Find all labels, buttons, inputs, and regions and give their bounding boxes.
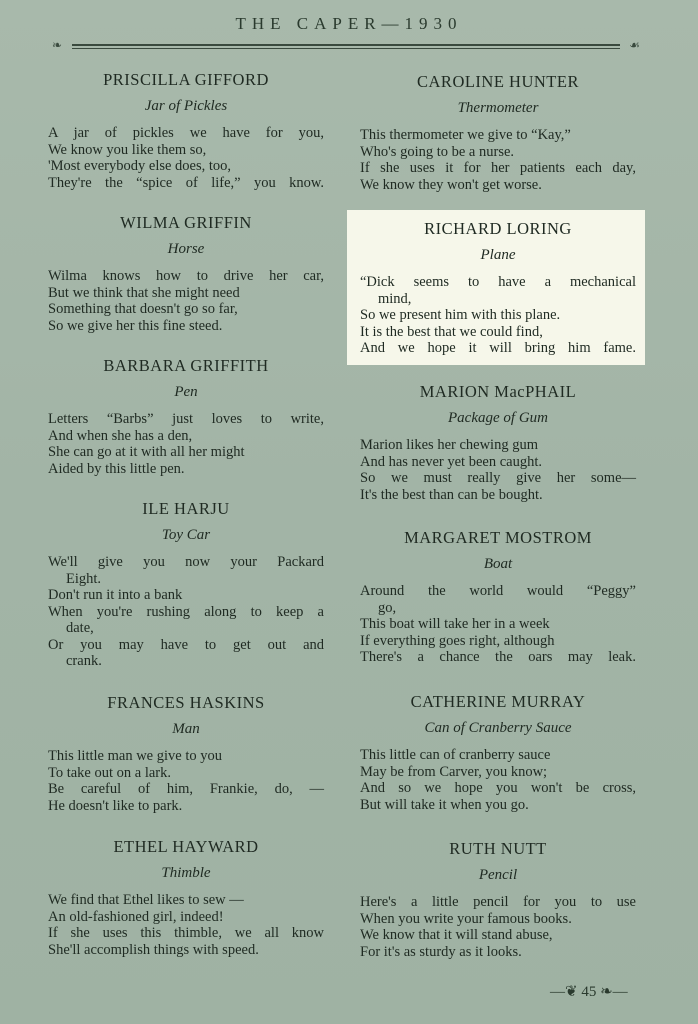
poem-line: Marion likes her chewing gum (360, 437, 538, 453)
entry-margaret-mostrom (360, 528, 636, 666)
entry-ile-harju (48, 499, 324, 670)
entry-name: MARGARET MOSTROM (404, 528, 592, 547)
entry-gift: Man (172, 721, 200, 737)
poem-line: Don't run it into a bank (48, 587, 183, 603)
entry-name: MARION MacPHAIL (419, 382, 577, 401)
poem-line: Who's going to be a nurse. (360, 143, 515, 160)
poem-line: We know that it will stand abuse, (360, 927, 553, 943)
poem-line: So we must really give her some— (360, 470, 636, 486)
entry-gift: Jar of Pickles (144, 98, 228, 114)
entry-name: RUTH NUTT (449, 839, 547, 858)
poem-line: But will take it when you go. (360, 796, 529, 813)
leaf-ornament-icon: —❦ (550, 984, 578, 1000)
poem-line: We'll give you now your Packard (48, 554, 324, 570)
poem-line: This boat will take her in a week (360, 616, 550, 632)
poem-line: It is the best that we could find, (360, 323, 543, 340)
entry-gift: Can of Cranberry Sauce (424, 720, 572, 736)
poem-line: When you write your famous books. (360, 910, 572, 927)
poem-line: If she uses it for her patients each day, (360, 160, 636, 176)
scroll-ornament-icon: ❧ (52, 38, 63, 52)
entry-gift: Horse (167, 241, 205, 257)
poem-line: This thermometer we give to “Kay,” (360, 127, 571, 143)
poem-line: For it's as sturdy as it looks. (360, 943, 522, 960)
poem-line: To take out on a lark. (48, 764, 172, 781)
poem-line: Be careful of him, Frankie, do, — (48, 781, 324, 797)
entry-poem (48, 411, 324, 477)
entry-poem (360, 583, 636, 666)
poem-line: An old-fashioned girl, indeed! (48, 908, 224, 925)
poem-line: And when she has a den, (48, 427, 193, 444)
page-number (550, 982, 640, 1001)
entry-gift: Pen (174, 384, 198, 400)
poem-line: There's a chance the oars may leak. (360, 649, 636, 665)
entry-gift: Thimble (161, 865, 211, 881)
entry-gift: Toy Car (161, 527, 211, 543)
entry-name: CATHERINE MURRAY (410, 692, 586, 711)
poem-line: But we think that she might need (48, 284, 240, 301)
poem-line: And we hope it will bring him fame. (360, 340, 636, 356)
entry-ruth-nutt (360, 839, 636, 960)
poem-line: 'Most everybody else does, too, (48, 158, 232, 174)
poem-line: Aided by this little pen. (48, 460, 185, 477)
poem-line: So we present him with this plane. (360, 307, 561, 323)
entry-name: CAROLINE HUNTER (417, 72, 579, 91)
poem-line: And has never yet been caught. (360, 453, 542, 470)
entry-name: ILE HARJU (142, 499, 230, 518)
entry-poem (48, 554, 324, 670)
entry-wilma-griffin (48, 213, 324, 334)
poem-line: He doesn't like to park. (48, 797, 183, 814)
poem-line: Wilma knows how to drive her car, (48, 268, 324, 284)
entry-poem (48, 125, 324, 191)
entry-poem (360, 127, 636, 193)
poem-line: They're the “spice of life,” you know. (48, 174, 324, 191)
entry-poem (360, 437, 636, 503)
poem-line: mind, (378, 290, 412, 307)
leaf-ornament-icon: ❧— (600, 984, 628, 1000)
poem-line: crank. (66, 653, 102, 669)
entry-caroline-hunter (360, 72, 636, 193)
poem-line: If she uses this thimble, we all know (48, 925, 324, 941)
entry-barbara-griffith (48, 356, 324, 477)
entry-richard-loring (360, 219, 636, 357)
poem-line: Or you may have to get out and (48, 636, 324, 653)
entry-name: WILMA GRIFFIN (120, 213, 252, 232)
running-header: THE CAPER—1930 (235, 14, 463, 33)
entry-poem (360, 894, 636, 960)
entry-catherine-murray (360, 692, 636, 813)
poem-line: When you're rushing along to keep a (48, 603, 324, 620)
poem-line: go, (378, 599, 397, 616)
entry-gift: Plane (480, 247, 516, 263)
poem-line: “Dick seems to have a mechanical (360, 274, 636, 290)
entry-gift: Thermometer (457, 100, 539, 116)
poem-line: So we give her this fine steed. (48, 317, 223, 334)
entry-name: RICHARD LORING (424, 219, 572, 238)
poem-line: Something that doesn't go so far, (48, 301, 238, 317)
poem-line: It's the best than can be bought. (360, 486, 543, 503)
entry-poem (48, 268, 324, 334)
entry-name: BARBARA GRIFFITH (103, 356, 269, 375)
entry-priscilla-gifford (48, 70, 324, 191)
poem-line: We find that Ethel likes to sew — (48, 892, 244, 908)
poem-line: This little can of cranberry sauce (360, 747, 551, 763)
entry-frances-haskins (48, 693, 324, 814)
poem-line: A jar of pickles we have for you, (48, 125, 324, 141)
entry-name: FRANCES HASKINS (107, 693, 265, 712)
poem-line: Eight. (66, 570, 102, 587)
poem-line: We know they won't get worse. (360, 176, 542, 193)
entry-poem (360, 747, 636, 813)
poem-line: date, (66, 620, 94, 636)
poem-line: Here's a little pencil for you to use (360, 894, 636, 910)
entry-poem (48, 892, 324, 958)
poem-line: And so we hope you won't be cross, (360, 780, 636, 796)
poem-line: Letters “Barbs” just loves to write, (48, 411, 324, 427)
entry-marion-macphail (360, 382, 636, 503)
poem-line: This little man we give to you (48, 748, 222, 764)
scroll-ornament-icon: ☙ (629, 38, 640, 52)
entry-gift: Pencil (478, 867, 518, 883)
header-rule (52, 38, 640, 52)
poem-line: May be from Carver, you know; (360, 763, 548, 780)
entry-poem (48, 748, 324, 814)
poem-line: We know you like them so, (48, 141, 207, 158)
entry-name: ETHEL HAYWARD (113, 837, 259, 856)
page-number-text: 45 (581, 984, 597, 1000)
poem-line: Around the world would “Peggy” (360, 583, 636, 599)
entry-gift: Boat (483, 556, 513, 572)
poem-line: If everything goes right, although (360, 632, 555, 649)
entry-name: PRISCILLA GIFFORD (103, 70, 269, 89)
entry-poem (360, 274, 636, 357)
entry-ethel-hayward (48, 837, 324, 958)
entry-gift: Package of Gum (448, 410, 548, 426)
poem-line: She can go at it with all her might (48, 444, 245, 460)
poem-line: She'll accomplish things with speed. (48, 941, 259, 958)
